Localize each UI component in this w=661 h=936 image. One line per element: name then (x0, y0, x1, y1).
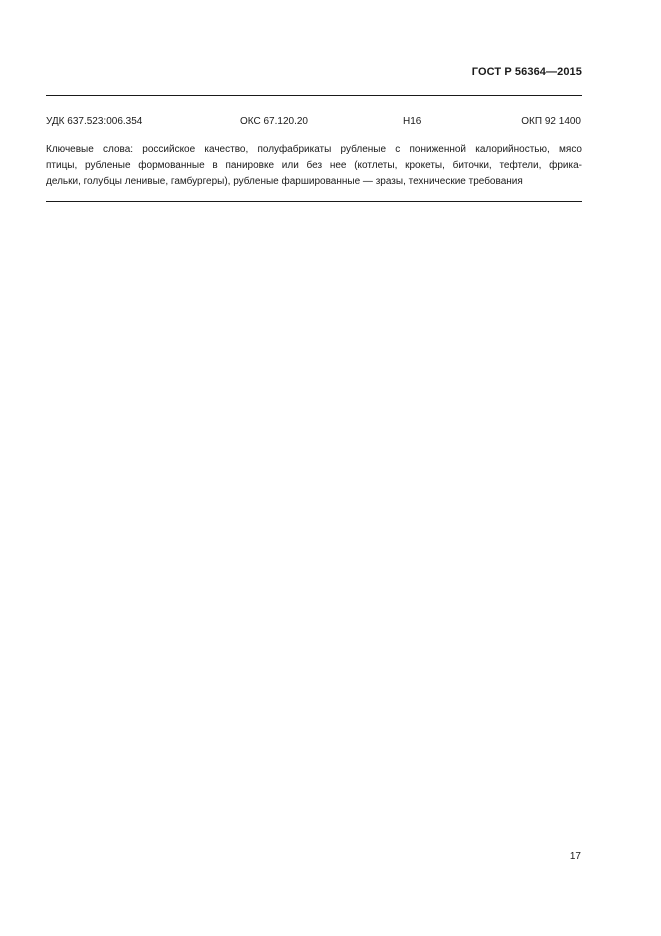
group-code: Н16 (403, 116, 422, 127)
page-number: 17 (569, 851, 581, 862)
document-code: ГОСТ Р 56364—2015 (471, 66, 582, 78)
keywords-line: Ключевые слова: российское качество, полуфабрикаты рубленые с пониженной калорийностью, мясо (46, 144, 582, 155)
classification-row (46, 116, 581, 130)
keywords-line: птицы, рубленые формованные в панировке или без нее (котлеты, крокеты, биточки, тефтели, фрика- (46, 160, 582, 171)
keywords-paragraph (46, 142, 582, 190)
udk-code: УДК 637.523:006.354 (46, 116, 143, 127)
okp-code: ОКП 92 1400 (521, 116, 581, 127)
oks-code: ОКС 67.120.20 (240, 116, 308, 127)
top-divider (46, 95, 582, 96)
bottom-divider (46, 201, 582, 202)
keywords-line: дельки, голубцы ленивые, гамбургеры), рубленые фаршированные — зразы, технические требования (46, 176, 523, 187)
